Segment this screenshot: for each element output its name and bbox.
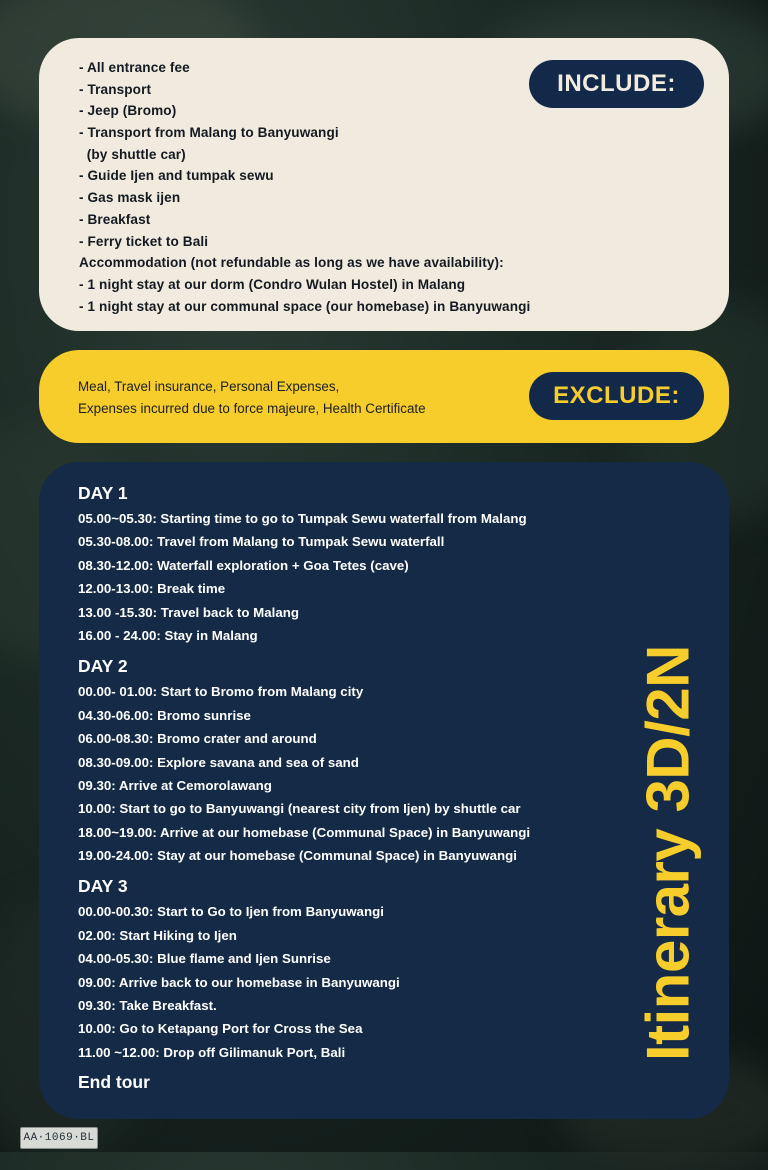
exclude-panel bbox=[39, 350, 729, 443]
schedule-list bbox=[78, 900, 709, 1064]
day-title: DAY 3 bbox=[78, 876, 128, 897]
day-title: DAY 1 bbox=[78, 483, 128, 503]
exclude-line-1: Meal, Travel insurance, Personal Expenses, bbox=[78, 379, 340, 394]
schedule-item: 06.00-08.30: Bromo crater and around bbox=[78, 731, 317, 747]
itinerary-panel bbox=[39, 462, 729, 1119]
end-tour: End tour bbox=[78, 1072, 150, 1093]
include-item: - Ferry ticket to Bali bbox=[79, 233, 209, 249]
schedule-item: 10.00: Go to Ketapang Port for Cross the Sea bbox=[78, 1021, 363, 1037]
schedule-item: 13.00 -15.30: Travel back to Malang bbox=[78, 604, 299, 620]
day-block bbox=[78, 875, 709, 1064]
day-title: DAY 2 bbox=[78, 656, 128, 677]
schedule-item: 02.00: Start Hiking to Ijen bbox=[78, 927, 237, 943]
itinerary-title: Itinerary 3D/2N bbox=[634, 644, 702, 1062]
exclude-line-2: Expenses incurred due to force majeure, Health Certificate bbox=[78, 401, 426, 416]
schedule-item: 04.30-06.00: Bromo sunrise bbox=[78, 707, 251, 723]
include-heading: INCLUDE: bbox=[529, 60, 704, 108]
include-item: - Transport from Malang to Banyuwangi bbox=[79, 125, 339, 141]
include-item: - Guide Ijen and tumpak sewu bbox=[79, 168, 274, 184]
schedule-item: 10.00: Start to go to Banyuwangi (nearest city from Ijen) by shuttle car bbox=[78, 801, 521, 817]
include-item: - All entrance fee bbox=[79, 60, 190, 75]
include-item: - Transport bbox=[79, 81, 152, 97]
include-item: - 1 night stay at our dorm (Condro Wulan Hostel) in Malang bbox=[79, 276, 466, 292]
schedule-item: 00.00- 01.00: Start to Bromo from Malang city bbox=[78, 684, 364, 700]
schedule-item: 09.30: Arrive at Cemorolawang bbox=[78, 777, 272, 793]
schedule-item: 08.30-09.00: Explore savana and sea of sand bbox=[78, 754, 359, 770]
include-panel bbox=[39, 38, 729, 331]
include-item: Accommodation (not refundable as long as we have availability): bbox=[79, 255, 504, 271]
day-block bbox=[78, 655, 709, 867]
schedule-item: 11.00 ~12.00: Drop off Gilimanuk Port, Bali bbox=[78, 1044, 346, 1060]
include-item: - Gas mask ijen bbox=[79, 190, 181, 206]
schedule-item: 09.00: Arrive back to our homebase in Banyuwangi bbox=[78, 974, 400, 990]
schedule-item: 19.00-24.00: Stay at our homebase (Communal Space) in Banyuwangi bbox=[78, 848, 517, 864]
schedule-item: 05.30-08.00: Travel from Malang to Tumpak Sewu waterfall bbox=[78, 534, 445, 550]
schedule-item: 00.00-00.30: Start to Go to Ijen from Banyuwangi bbox=[78, 904, 384, 920]
exclude-heading: EXCLUDE: bbox=[529, 372, 704, 420]
itinerary-days bbox=[78, 482, 709, 1064]
schedule-item: 18.00~19.00: Arrive at our homebase (Communal Space) in Banyuwangi bbox=[78, 824, 531, 840]
day-block bbox=[78, 482, 709, 647]
schedule-item: 12.00-13.00: Break time bbox=[78, 581, 226, 597]
schedule-item: 04.00-05.30: Blue flame and Ijen Sunrise bbox=[78, 951, 331, 967]
schedule-list bbox=[78, 680, 709, 867]
schedule-list bbox=[78, 507, 709, 647]
include-item: - 1 night stay at our communal space (our homebase) in Banyuwangi bbox=[79, 298, 531, 314]
schedule-item: 05.00~05.30: Starting time to go to Tumpak Sewu waterfall from Malang bbox=[78, 511, 527, 526]
schedule-item: 09.30: Take Breakfast. bbox=[78, 998, 217, 1014]
include-item: (by shuttle car) bbox=[79, 146, 186, 162]
include-item: - Jeep (Bromo) bbox=[79, 103, 177, 119]
license-plate: AA·1069·BL bbox=[20, 1127, 98, 1149]
schedule-item: 16.00 - 24.00: Stay in Malang bbox=[78, 627, 258, 643]
schedule-item: 08.30-12.00: Waterfall exploration + Goa Tetes (cave) bbox=[78, 557, 409, 573]
include-item: - Breakfast bbox=[79, 211, 151, 227]
